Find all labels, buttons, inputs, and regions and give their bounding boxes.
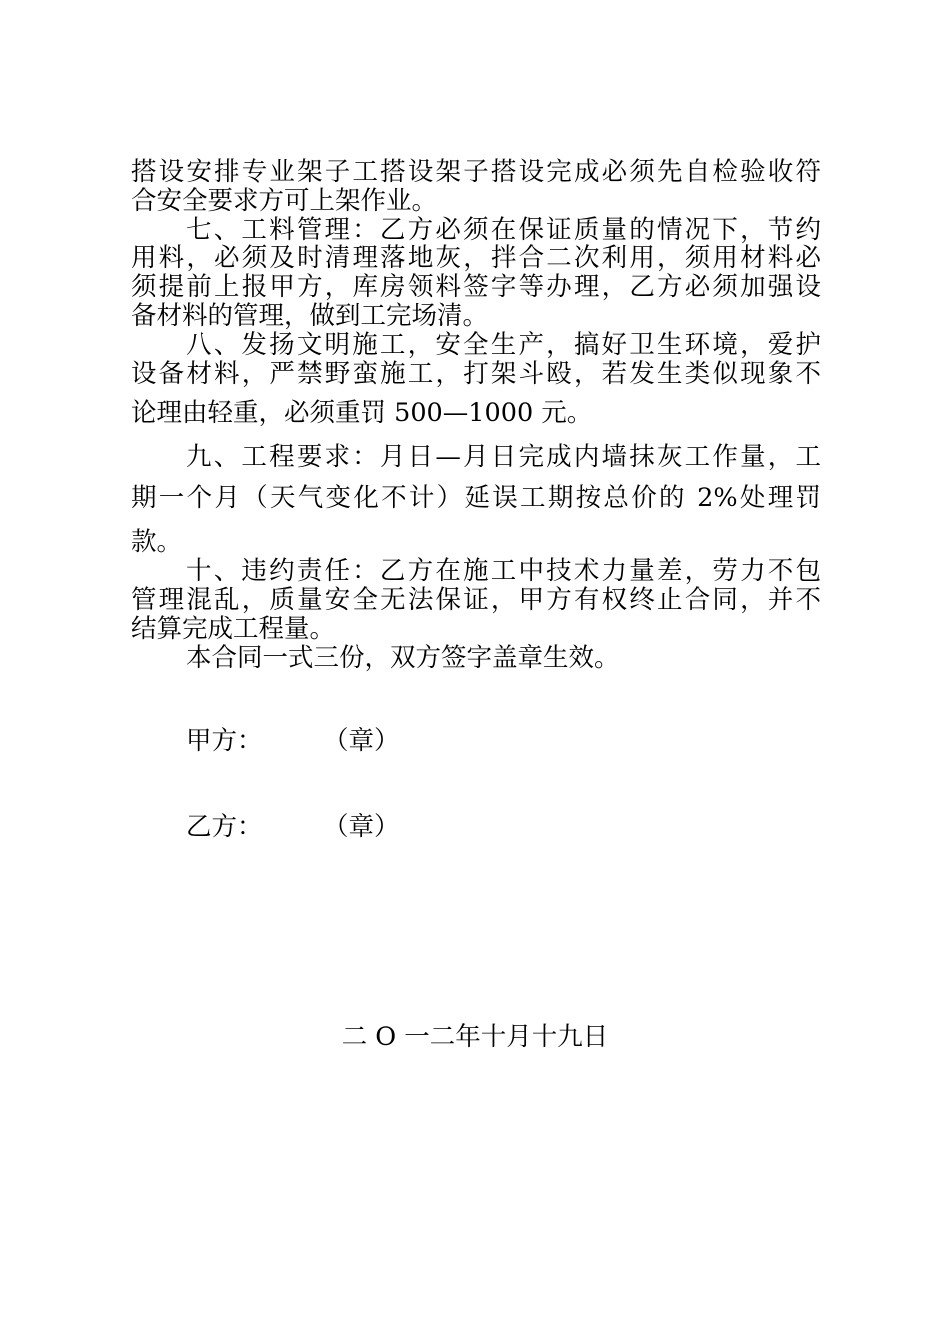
clause-8-line-2: 设备材料，严禁野蛮施工，打架斗殴，若发生类似现象不: [131, 359, 821, 389]
clause-7-line-2: 用料，必须及时清理落地灰，拌合二次利用，须用材料必: [131, 243, 821, 273]
body-line-1: 搭设安排专业架子工搭设架子搭设完成必须先自检验收符: [131, 157, 821, 187]
clause-9-line-3: 款。: [131, 527, 183, 557]
clause-9-line-1: 九、工程要求：月日—月日完成内墙抹灰工作量，工: [186, 442, 821, 472]
clause-7-line-3: 须提前上报甲方，库房领料签字等办理，乙方必须加强设: [131, 272, 821, 302]
contract-date: 二 O 一二年十月十九日: [341, 1022, 609, 1052]
party-b-label: 乙方：: [186, 812, 263, 842]
party-b-seal: （章）: [323, 812, 400, 842]
clause-9-line-2: 期一个月（天气变化不计）延误工期按总价的 2%处理罚: [131, 483, 821, 513]
clause-10-line-3: 结算完成工程量。: [131, 614, 336, 644]
party-a-label: 甲方：: [186, 726, 263, 756]
clause-7-line-4: 备材料的管理，做到工完场清。: [131, 301, 489, 331]
closing-statement: 本合同一式三份，双方签字盖章生效。: [186, 643, 620, 673]
clause-8-line-3: 论理由轻重，必须重罚 500—1000 元。: [131, 398, 593, 428]
clause-7-line-1: 七、工料管理：乙方必须在保证质量的情况下，节约: [186, 215, 821, 245]
clause-10-line-1: 十、违约责任：乙方在施工中技术力量差，劳力不包: [186, 556, 821, 586]
party-a-seal: （章）: [323, 726, 400, 756]
clause-10-line-2: 管理混乱，质量安全无法保证，甲方有权终止合同，并不: [131, 585, 821, 615]
clause-8-line-1: 八、发扬文明施工，安全生产，搞好卫生环境，爱护: [186, 330, 821, 360]
body-line-2: 合安全要求方可上架作业。: [131, 186, 438, 216]
